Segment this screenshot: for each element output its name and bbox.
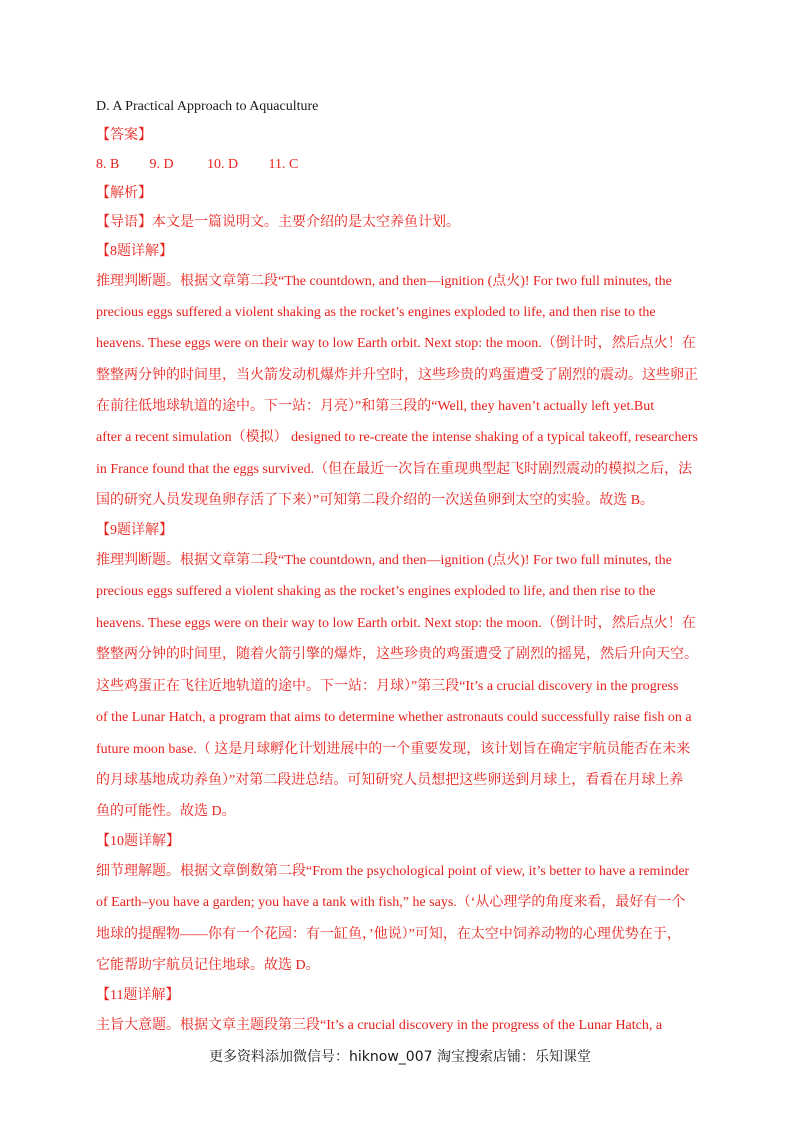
page-footer: 更多资料添加微信号：hiknow_007 淘宝搜索店铺：乐知课堂 — [209, 1049, 591, 1065]
answer-11: 11. C — [268, 157, 299, 172]
q8-heading: 【8题详解】 — [96, 244, 173, 259]
answer-heading: 【答案】 — [96, 128, 152, 143]
q10-heading: 【10题详解】 — [96, 834, 180, 849]
answer-10: 10. D — [207, 157, 239, 172]
intro-line: 【导语】本文是一篇说明文。主要介绍的是太空养鱼计划。 — [96, 215, 460, 230]
q10-line: of Earth–you have a garden; you have a tank with fish,” he says.（‘从心理学的角度来看，最好有一个 — [96, 895, 686, 910]
q8-line: 推理判断题。根据文章第二段“The countdown, and then—ignition (点火)! For two full minutes, the — [96, 274, 672, 289]
q8-line: 国的研究人员发现鱼卵存活了下来）”可知第二段介绍的一次送鱼卵到太空的实验。故选 B。 — [96, 493, 655, 508]
q8-line: 整整两分钟的时间里，当火箭发动机爆炸并升空时，这些珍贵的鸡蛋遭受了剧烈的震动。这些卵正 — [96, 368, 698, 383]
answer-9: 9. D — [149, 157, 174, 172]
answer-list — [96, 155, 298, 175]
q11-line: 主旨大意题。根据文章主题段第三段“It’s a crucial discovery in the progress of the Lunar Hatch, a — [96, 1018, 663, 1033]
q10-line: 细节理解题。根据文章倒数第二段“From the psychological point of view, it’s better to have a reminder — [96, 864, 690, 879]
option-d: D. A Practical Approach to Aquaculture — [96, 99, 319, 114]
q8-line: precious eggs suffered a violent shaking as the rocket’s engines exploded to life, and then rise to the — [96, 305, 656, 320]
q9-line: 的月球基地成功养鱼）”对第二段进总结。可知研究人员想把这些卵送到月球上，看看在月球上养 — [96, 773, 684, 788]
q9-line: of the Lunar Hatch, a program that aims to determine whether astronauts could successfully raise fish on a — [96, 710, 692, 725]
q11-heading: 【11题详解】 — [96, 988, 180, 1003]
analysis-heading: 【解析】 — [96, 186, 152, 201]
q8-line: heavens. These eggs were on their way to low Earth orbit. Next stop: the moon.（倒计时，然后点火！在 — [96, 336, 696, 351]
q9-line: 鱼的可能性。故选 D。 — [96, 804, 236, 819]
q10-line: 地球的提醒物——你有一个花园：有一缸鱼，’他说）”可知，在太空中饲养动物的心理优势在于， — [96, 927, 681, 942]
q8-line: after a recent simulation（模拟） designed to re-create the intense shaking of a typical takeoff, researchers — [96, 430, 698, 445]
q9-line: 整整两分钟的时间里，随着火箭引擎的爆炸，这些珍贵的鸡蛋遭受了剧烈的摇晃，然后升向天空。 — [96, 647, 698, 662]
q10-line: 它能帮助宇航员记住地球。故选 D。 — [96, 958, 320, 973]
answer-8: 8. B — [96, 157, 120, 172]
q8-line: in France found that the eggs survived.（但在最近一次旨在重现典型起飞时剧烈震动的模拟之后，法 — [96, 462, 693, 477]
q9-line: future moon base.（ 这是月球孵化计划进展中的一个重要发现，该计划旨在确定宇航员能否在未来 — [96, 742, 691, 757]
q8-line: 在前往低地球轨道的途中。下一站：月亮）”和第三段的“Well, they haven’t actually left yet.But — [96, 399, 655, 414]
q9-heading: 【9题详解】 — [96, 523, 173, 538]
q9-line: heavens. These eggs were on their way to low Earth orbit. Next stop: the moon.（倒计时，然后点火！在 — [96, 616, 696, 631]
q9-line: precious eggs suffered a violent shaking as the rocket’s engines exploded to life, and then rise to the — [96, 584, 656, 599]
q9-line: 推理判断题。根据文章第二段“The countdown, and then—ignition (点火)! For two full minutes, the — [96, 553, 672, 568]
q9-line: 这些鸡蛋正在飞往近地轨道的途中。下一站：月球）”第三段“It’s a crucial discovery in the progress — [96, 679, 679, 694]
